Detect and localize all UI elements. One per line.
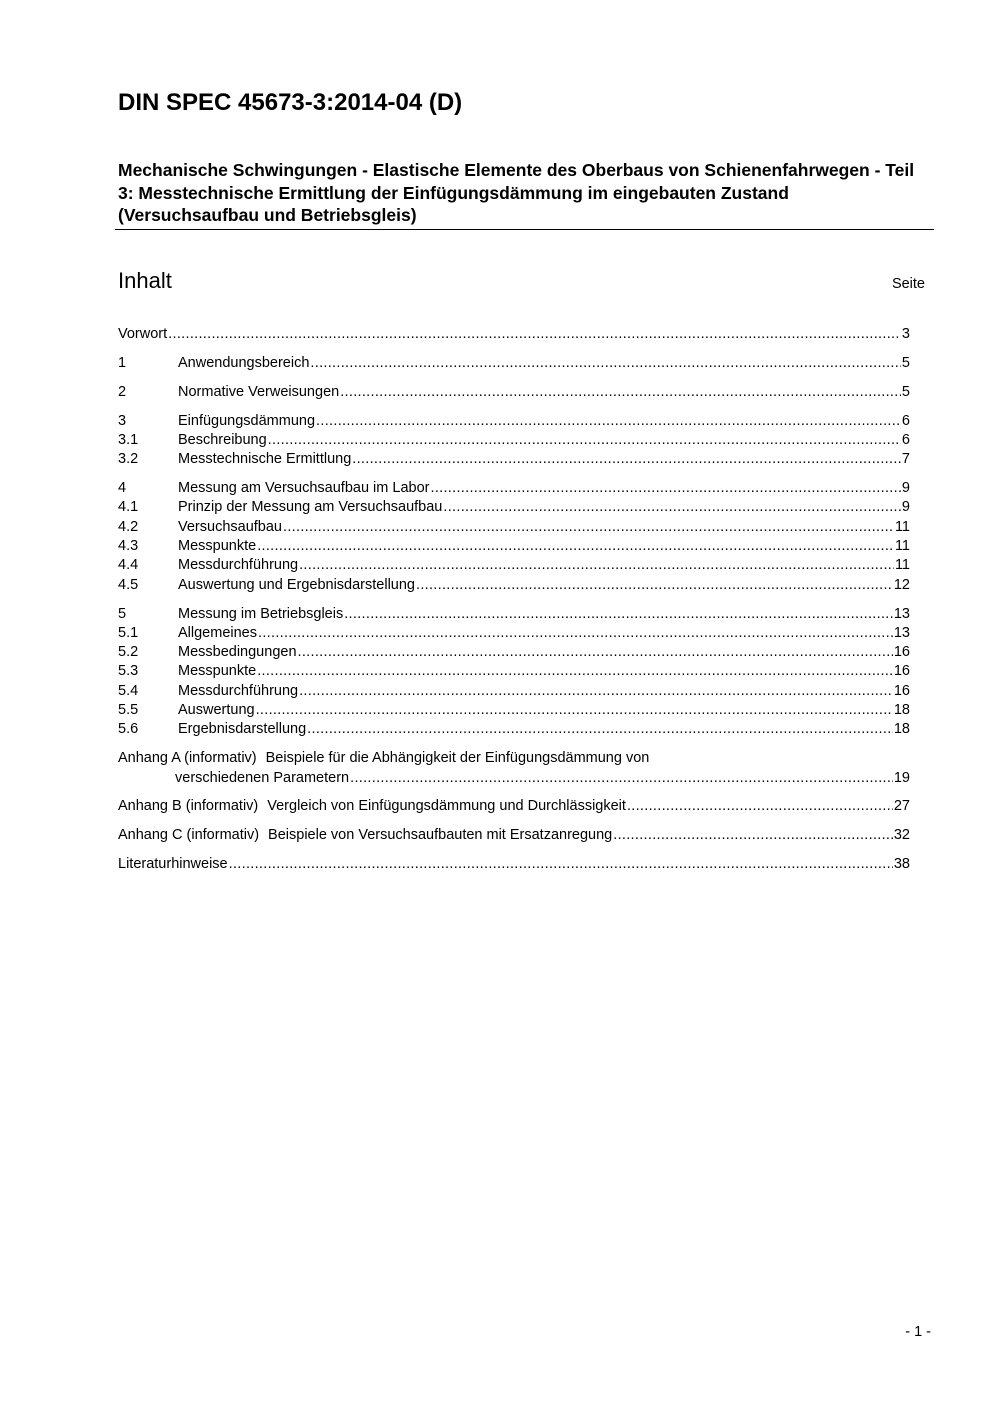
page-column-label: Seite (891, 276, 925, 292)
toc-entry-number: 4.2 (118, 518, 139, 535)
toc-entry-page: 11 (894, 538, 910, 555)
toc-entry-page: 11 (894, 557, 910, 574)
toc-entry-number: 5.4 (118, 682, 139, 699)
dot-leader (352, 450, 901, 469)
toc-entry-4-3[interactable] (118, 537, 910, 556)
toc-entry-page: 13 (893, 605, 910, 622)
toc-entry-vorwort[interactable] (118, 325, 910, 344)
dot-leader (299, 682, 893, 701)
toc-entry-number: 1 (118, 354, 127, 371)
toc-entry-literatur[interactable] (118, 855, 910, 874)
toc-entry-number: 5 (118, 605, 127, 622)
toc-entry-2[interactable] (118, 383, 910, 402)
dot-leader (416, 576, 893, 595)
document-title: Mechanische Schwingungen - Elastische Elemente des Oberbaus von Schienenfahrwegen - Teil 3: Messtechnische Ermittlung der Einfügungsdämmung im eingebauten Zustand (Versuchsaufbau und Betriebsgleis) (118, 160, 915, 225)
toc-entry-text: Messpunkte (178, 663, 257, 680)
toc-entry-page: 6 (901, 431, 910, 448)
toc-entry-5[interactable] (118, 605, 910, 624)
dot-leader (229, 855, 893, 874)
toc-entry-number: 4 (118, 480, 127, 497)
toc-entry-page: 11 (894, 518, 910, 535)
dot-leader (298, 643, 893, 662)
dot-leader (443, 498, 901, 517)
toc-entry-text: Auswertung und Ergebnisdarstellung (178, 576, 415, 593)
dot-leader (307, 720, 893, 739)
annex-letter: Anhang C (118, 827, 183, 844)
dot-leader (256, 701, 893, 720)
toc-entry-text: Prinzip der Messung am Versuchsaufbau (178, 499, 443, 516)
toc-entry-number: 4.5 (118, 576, 139, 593)
toc-entry-text: Beispiele für die Abhängigkeit der Einfügungsdämmung von (265, 750, 650, 767)
dot-leader (283, 518, 894, 537)
toc-heading: Inhalt (118, 268, 172, 293)
toc-entry-number: 5.6 (118, 721, 139, 738)
toc-entry-text: Messdurchführung (178, 557, 299, 574)
toc-entry-annex-b[interactable] (118, 797, 910, 816)
annex-letter: Anhang B (118, 798, 182, 815)
toc-entry-text: Messung im Betriebsgleis (178, 605, 344, 622)
toc-entry-number: 5.1 (118, 624, 139, 641)
toc-entry-text: Einfügungsdämmung (178, 412, 316, 429)
annex-label (118, 749, 257, 768)
toc-entry-annex-c[interactable] (118, 826, 910, 845)
toc-entry-number: 3.2 (118, 451, 139, 468)
toc-entry-3-2[interactable] (118, 450, 910, 469)
annex-letter: Anhang A (118, 750, 181, 767)
toc-entry-number: 4.4 (118, 557, 139, 574)
toc-entry-number: 5.5 (118, 702, 139, 719)
annex-kind: (informativ) (185, 798, 259, 815)
page-number: - 1 - (905, 1324, 931, 1340)
dot-leader (340, 383, 901, 402)
toc-entry-3[interactable] (118, 412, 910, 431)
dot-leader (316, 412, 901, 431)
toc-entry-5-6[interactable] (118, 720, 910, 739)
toc-entry-page: 18 (893, 702, 910, 719)
toc-entry-text: Auswertung (178, 702, 255, 719)
dot-leader (613, 826, 893, 845)
toc-entry-page: 6 (901, 412, 910, 429)
table-of-contents (118, 325, 910, 874)
toc-entry-page: 3 (901, 326, 910, 342)
dot-leader (430, 479, 900, 498)
toc-entry-text: Beispiele von Versuchsaufbauten mit Ersatzanregung (268, 827, 613, 844)
toc-entry-number: 5.3 (118, 663, 139, 680)
toc-entry-page: 16 (893, 682, 910, 699)
toc-entry-page: 27 (893, 798, 910, 815)
toc-entry-page: 18 (893, 721, 910, 738)
toc-entry-page: 16 (893, 663, 910, 680)
toc-entry-text: Anwendungsbereich (178, 354, 310, 371)
toc-entry-text: Beschreibung (178, 431, 267, 448)
dot-leader (350, 769, 893, 788)
toc-entry-4-4[interactable] (118, 556, 910, 575)
toc-entry-page: 19 (893, 769, 910, 786)
dot-leader (310, 354, 901, 373)
dot-leader (268, 431, 901, 450)
toc-entry-text: Messbedingungen (178, 644, 297, 661)
dot-leader (344, 605, 893, 624)
toc-entry-4-1[interactable] (118, 498, 910, 517)
toc-entry-text: Messtechnische Ermittlung (178, 451, 352, 468)
toc-entry-5-3[interactable] (118, 662, 910, 681)
toc-entry-number: 5.2 (118, 644, 139, 661)
toc-entry-page: 5 (901, 354, 910, 371)
toc-entry-3-1[interactable] (118, 431, 910, 450)
dot-leader (168, 325, 901, 344)
annex-kind: (informativ) (186, 827, 260, 844)
toc-entry-5-2[interactable] (118, 643, 910, 662)
toc-entry-text: Normative Verweisungen (178, 383, 340, 400)
toc-entry-text: verschiedenen Parametern (175, 769, 350, 786)
dot-leader (627, 797, 893, 816)
annex-kind: (informativ) (184, 750, 257, 767)
toc-entry-number: 4.3 (118, 538, 139, 555)
toc-entry-number: 3 (118, 412, 127, 429)
document-code: DIN SPEC 45673-3:2014-04 (D) (118, 89, 463, 116)
toc-entry-page: 16 (893, 644, 910, 661)
toc-entry-5-1[interactable] (118, 624, 910, 643)
annex-label (118, 797, 258, 816)
toc-entry-text: Ergebnisdarstellung (178, 721, 307, 738)
title-rule (115, 229, 934, 230)
dot-leader (258, 624, 893, 643)
toc-entry-text: Messdurchführung (178, 682, 299, 699)
dot-leader (257, 662, 893, 681)
toc-entry-5-5[interactable] (118, 701, 910, 720)
toc-entry-annex-a[interactable] (118, 749, 910, 768)
toc-entry-page: 5 (901, 383, 910, 400)
toc-entry-number: 4.1 (118, 499, 139, 516)
toc-entry-page: 38 (893, 856, 910, 873)
toc-entry-annex-a-cont[interactable] (118, 769, 910, 788)
toc-entry-text: Messung am Versuchsaufbau im Labor (178, 480, 430, 497)
toc-entry-number: 3.1 (118, 431, 139, 448)
toc-entry-page: 12 (893, 576, 910, 593)
toc-entry-page: 9 (901, 480, 910, 497)
toc-entry-text: Messpunkte (178, 538, 257, 555)
toc-entry-text: Vorwort (118, 326, 168, 342)
toc-entry-page: 7 (901, 451, 910, 468)
toc-entry-text: Versuchsaufbau (178, 518, 282, 535)
toc-entry-text: Allgemeines (178, 624, 257, 641)
annex-label (118, 826, 259, 845)
toc-entry-number: 2 (118, 383, 127, 400)
toc-entry-4[interactable] (118, 479, 910, 498)
dot-leader (257, 537, 894, 556)
toc-entry-page: 32 (893, 827, 910, 844)
toc-entry-5-4[interactable] (118, 682, 910, 701)
dot-leader (299, 556, 894, 575)
toc-entry-1[interactable] (118, 354, 910, 373)
toc-entry-4-5[interactable] (118, 576, 910, 595)
toc-entry-text: Literaturhinweise (118, 856, 228, 873)
toc-entry-text: Vergleich von Einfügungsdämmung und Durchlässigkeit (267, 798, 626, 815)
toc-entry-4-2[interactable] (118, 518, 910, 537)
toc-entry-page: 9 (901, 499, 910, 516)
toc-entry-page: 13 (893, 624, 910, 641)
